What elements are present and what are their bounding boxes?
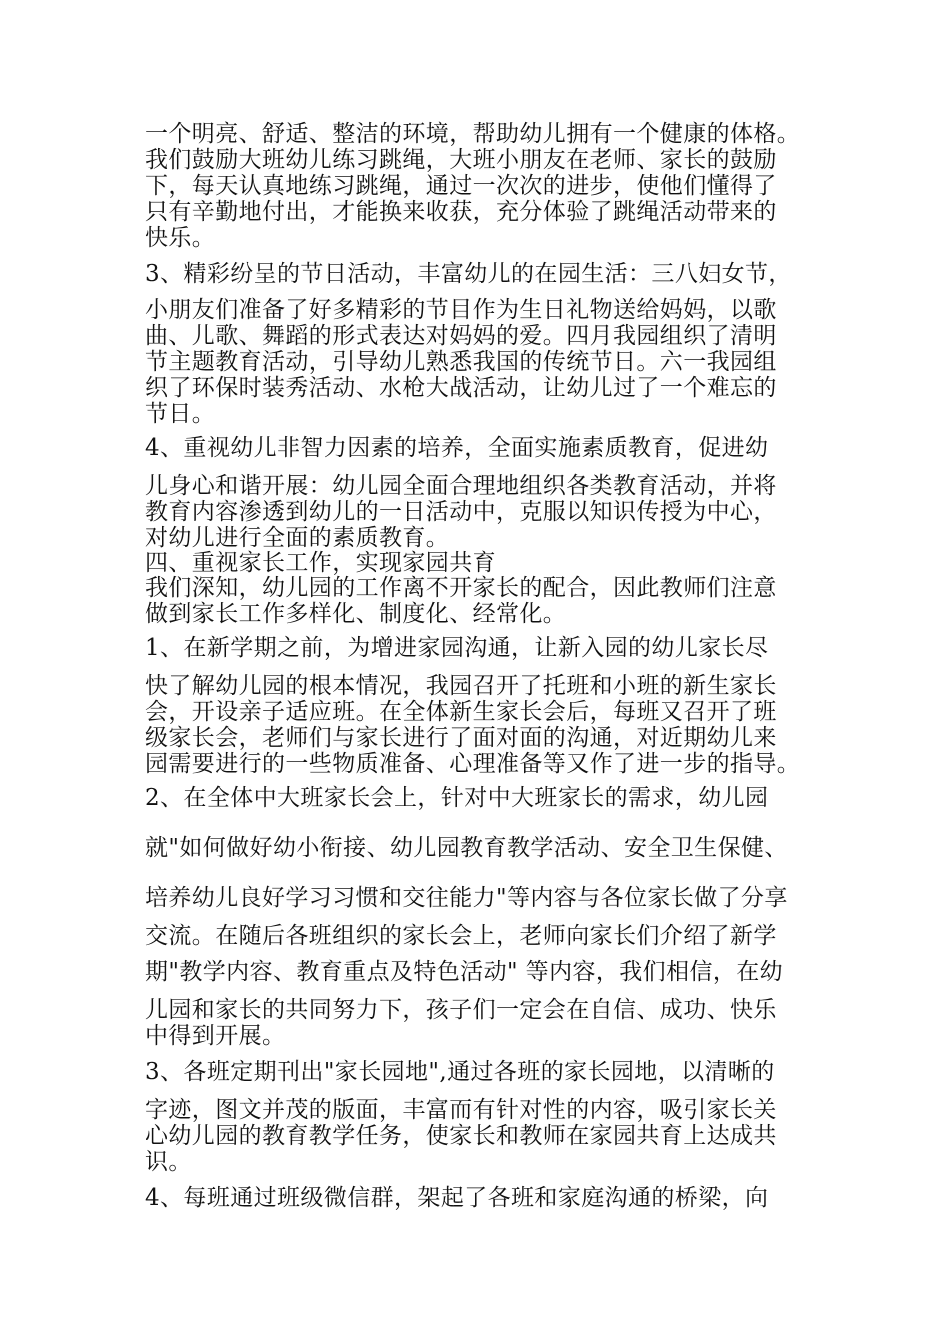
text-line: 园需要进行的一些物质准备、心理准备等又作了进一步的指导。 [145,751,801,777]
text-line: 儿身心和谐开展：幼儿园全面合理地组织各类教育活动，并将 [145,473,777,499]
text-line: 3、各班定期刊出"家长园地",通过各班的家长园地，以清晰的 [145,1059,775,1085]
text-line: 下，每天认真地练习跳绳，通过一次次的进步，使他们懂得了 [145,173,777,199]
text-line: 小朋友们准备了好多精彩的节目作为生日礼物送给妈妈，以歌 [145,297,777,323]
text-line: 就"如何做好幼小衔接、幼儿园教育教学活动、安全卫生保健、 [145,835,788,861]
text-line: 对幼儿进行全面的素质教育。 [145,525,450,551]
text-line: 教育内容渗透到幼儿的一日活动中，克服以知识传授为中心， [145,499,777,525]
text-line: 4、重视幼儿非智力因素的培养，全面实施素质教育，促进幼 [145,435,769,461]
text-line: 只有辛勤地付出，才能换来收获，充分体验了跳绳活动带来的 [145,199,777,225]
text-line: 我们鼓励大班幼儿练习跳绳，大班小朋友在老师、家长的鼓励 [145,147,777,173]
text-line: 级家长会，老师们与家长进行了面对面的沟通，对近期幼儿来 [145,725,777,751]
text-line: 中得到开展。 [145,1023,286,1049]
text-line: 节日。 [145,401,216,427]
text-line: 快了解幼儿园的根本情况，我园召开了托班和小班的新生家长 [145,673,777,699]
text-line: 一个明亮、舒适、整洁的环境，帮助幼儿拥有一个健康的体格。 [145,121,801,147]
text-line: 做到家长工作多样化、制度化、经常化。 [145,601,567,627]
text-line: 我们深知，幼儿园的工作离不开家长的配合，因此教师们注意 [145,575,777,601]
text-line: 心幼儿园的教育教学任务，使家长和教师在家园共育上达成共 [145,1123,777,1149]
text-line: 识。 [145,1149,192,1175]
text-line: 2、在全体中大班家长会上，针对中大班家长的需求，幼儿园 [145,785,769,811]
text-line: 儿园和家长的共同努力下，孩子们一定会在自信、成功、快乐 [145,997,777,1023]
text-line: 交流。在随后各班组织的家长会上，老师向家长们介绍了新学 [145,923,777,949]
text-line: 4、每班通过班级微信群，架起了各班和家庭沟通的桥梁，向 [145,1185,769,1211]
text-line: 节主题教育活动，引导幼儿熟悉我国的传统节日。六一我园组 [145,349,777,375]
text-line: 3、精彩纷呈的节日活动，丰富幼儿的在园生活：三八妇女节， [145,261,792,287]
text-line: 会，开设亲子适应班。在全体新生家长会后，每班又召开了班 [145,699,777,725]
text-line: 快乐。 [145,225,216,251]
text-line: 1、在新学期之前，为增进家园沟通，让新入园的幼儿家长尽 [145,635,769,661]
text-line: 字迹，图文并茂的版面，丰富而有针对性的内容，吸引家长关 [145,1097,777,1123]
text-line: 织了环保时装秀活动、水枪大战活动，让幼儿过了一个难忘的 [145,375,777,401]
text-line: 期"教学内容、教育重点及特色活动" 等内容，我们相信，在幼 [145,959,784,985]
text-line: 曲、儿歌、舞蹈的形式表达对妈妈的爱。四月我园组织了清明 [145,323,777,349]
text-line: 培养幼儿良好学习习惯和交往能力"等内容与各位家长做了分享 [145,885,788,911]
section-heading: 四、重视家长工作，实现家园共育 [145,550,496,576]
